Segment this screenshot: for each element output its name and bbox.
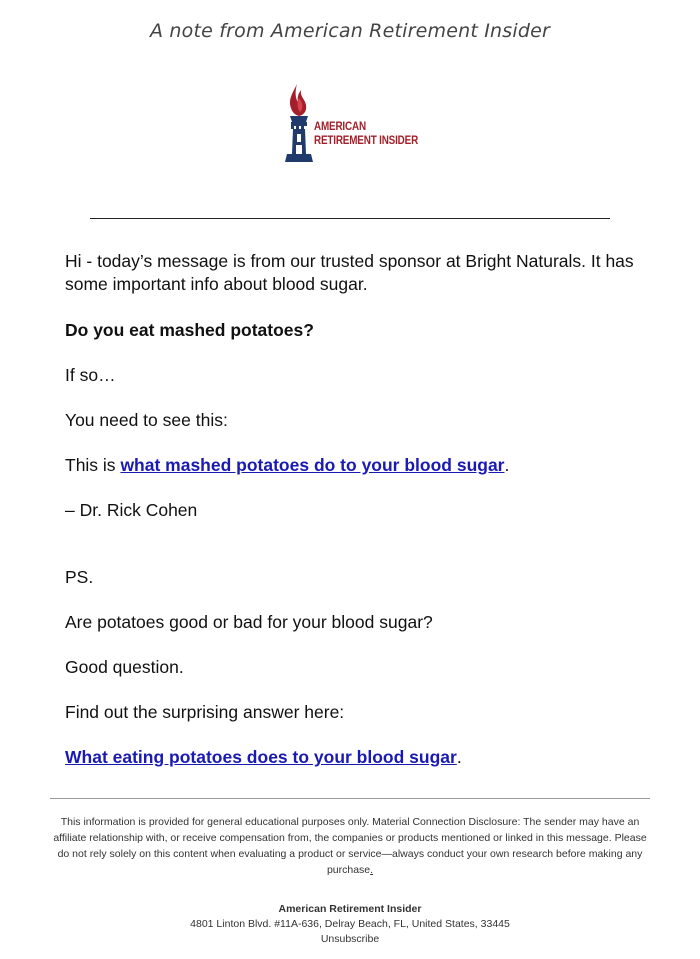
disclaimer bbox=[50, 814, 650, 878]
torch-icon bbox=[282, 82, 316, 166]
headline: Do you eat mashed potatoes? bbox=[65, 320, 314, 340]
link-paragraph-1 bbox=[65, 454, 635, 477]
footer-address: 4801 Linton Blvd. #11A-636, Delray Beach, FL, United States, 33445 bbox=[190, 918, 510, 930]
disclaimer-period-link[interactable]: . bbox=[370, 864, 374, 876]
signature: – Dr. Rick Cohen bbox=[65, 500, 198, 520]
need-to-see-text: You need to see this: bbox=[65, 410, 228, 430]
question-text: Are potatoes good or bad for your blood sugar? bbox=[65, 612, 433, 632]
footer-company: American Retirement Insider bbox=[278, 903, 422, 915]
header-divider bbox=[90, 218, 610, 219]
intro-paragraph: Hi - today’s message is from our trusted sponsor at Bright Naturals. It has some important info about blood sugar. bbox=[65, 251, 634, 294]
eating-potatoes-link[interactable]: What eating potatoes does to your blood sugar bbox=[65, 747, 457, 767]
link1-period: . bbox=[504, 455, 510, 475]
footer bbox=[0, 902, 700, 947]
header-note: A note from American Retirement Insider bbox=[149, 20, 551, 42]
disclaimer-text: This information is provided for general educational purposes only. Material Connection Disclosure: The sender may have an affiliate relationship with, or receive compensation from, the companies or products mentioned or linked in this message. Please do not rely solely on this content when evaluating a product or service—always conduct your own research before making any purchase bbox=[53, 816, 647, 876]
good-question-text: Good question. bbox=[65, 657, 184, 677]
link2-period: . bbox=[456, 747, 462, 767]
brand-logo bbox=[282, 82, 422, 166]
ps-label: PS. bbox=[65, 567, 94, 587]
footer-divider bbox=[50, 798, 650, 799]
logo-line-2: RETIREMENT INSIDER bbox=[314, 135, 419, 147]
link1-prefix: This is bbox=[65, 455, 121, 475]
mashed-potatoes-link[interactable]: what mashed potatoes do to your blood sugar bbox=[120, 455, 505, 475]
unsubscribe-link[interactable]: Unsubscribe bbox=[320, 933, 380, 945]
if-so-text: If so… bbox=[65, 365, 116, 385]
find-out-text: Find out the surprising answer here: bbox=[65, 702, 345, 722]
logo-line-1: AMERICAN bbox=[314, 121, 366, 133]
logo-wordmark bbox=[314, 120, 418, 148]
link-paragraph-2 bbox=[65, 746, 635, 769]
